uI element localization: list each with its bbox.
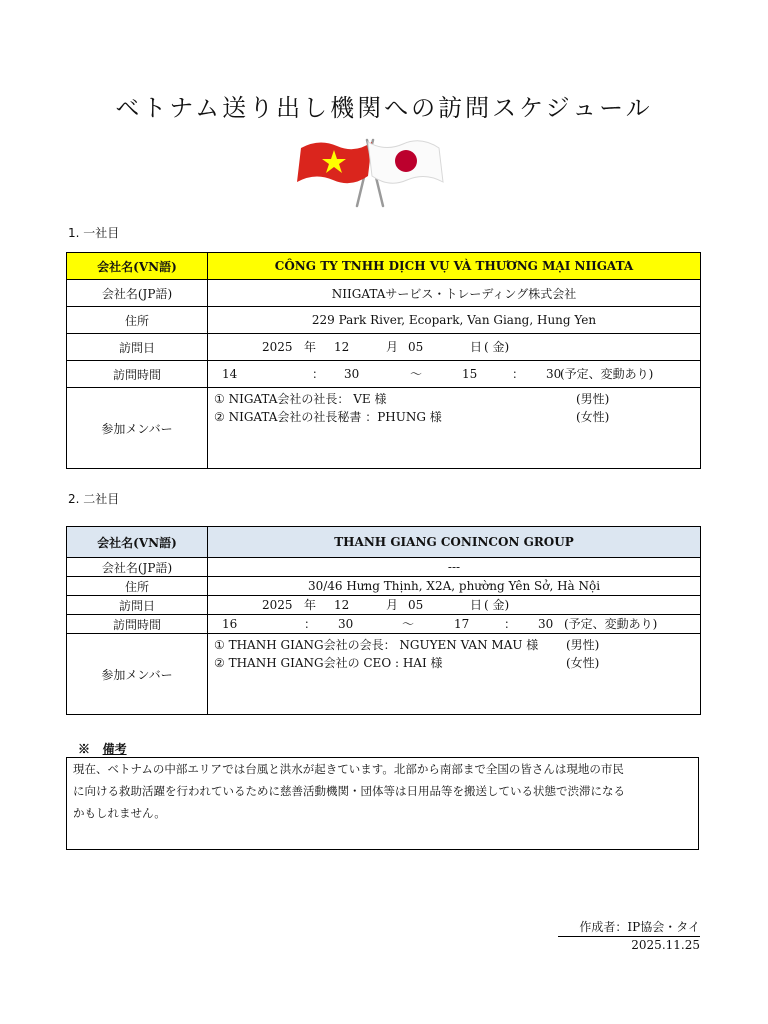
time-note: (予定、変動あり) [564, 617, 658, 631]
date-month-unit: 月 [386, 598, 399, 612]
table-row [67, 388, 701, 469]
time-start-hour: 14 [222, 367, 238, 381]
company-jp-name: NIIGATAサービス・トレーディング株式会社 [208, 280, 701, 307]
visit-time-value [208, 615, 701, 634]
date-day-unit: 日 [470, 340, 483, 354]
visit-date-value [208, 334, 701, 361]
member-gender: (女性) [566, 656, 600, 670]
date-year: 2025 [262, 598, 293, 612]
date-day: 05 [408, 598, 424, 612]
time-colon: ： [504, 617, 517, 631]
company-vn-label: 会社名(VN語) [67, 253, 208, 280]
document-date: 2025.11.25 [631, 938, 700, 952]
date-day: 05 [408, 340, 424, 354]
time-start-minute: 30 [344, 367, 360, 381]
date-year-unit: 年 [304, 340, 317, 354]
time-end-minute: 30 [538, 617, 554, 631]
note-mark: ※ [78, 742, 91, 756]
section-2-label: 2. 二社目 [68, 492, 120, 506]
members-label: 参加メンバー [67, 388, 208, 469]
table-row [67, 361, 701, 388]
address-label: 住所 [67, 307, 208, 334]
table-row [67, 634, 701, 715]
time-colon: ： [512, 367, 525, 381]
date-weekday: ( 金) [484, 340, 510, 354]
date-month-unit: 月 [386, 340, 399, 354]
time-colon: ： [304, 617, 317, 631]
time-note: (予定、変動あり) [560, 367, 654, 381]
members-list [208, 634, 701, 715]
table-row [67, 558, 701, 577]
address-value: 229 Park River, Ecopark, Van Giang, Hung Yen [208, 307, 701, 334]
member-gender: (男性) [576, 392, 610, 406]
time-tilde: ～ [410, 367, 423, 381]
visit-date-value [208, 596, 701, 615]
time-start-minute: 30 [338, 617, 354, 631]
company-jp-name: --- [208, 558, 701, 577]
time-end-hour: 17 [454, 617, 470, 631]
visit-time-value [208, 361, 701, 388]
address-label: 住所 [67, 577, 208, 596]
page-title: ベトナム送り出し機関への訪問スケジュール [115, 94, 653, 122]
note-line: 現在、ベトナムの中部エリアでは台風と洪水が起きています。北部から南部まで全国の皆さんは現地の市民 [73, 762, 624, 776]
visit-time-label: 訪問時間 [67, 361, 208, 388]
member-gender: (男性) [566, 638, 600, 652]
section-1-label: 1. 一社目 [68, 226, 120, 240]
table-row [67, 307, 701, 334]
visit-date-label: 訪問日 [67, 596, 208, 615]
date-weekday: ( 金) [484, 598, 510, 612]
company-vn-name: THANH GIANG CONINCON GROUP [208, 527, 701, 558]
visit-time-label: 訪問時間 [67, 615, 208, 634]
table-row [67, 615, 701, 634]
company-vn-label: 会社名(VN語) [67, 527, 208, 558]
time-end-hour: 15 [462, 367, 478, 381]
date-year-unit: 年 [304, 598, 317, 612]
members-label: 参加メンバー [67, 634, 208, 715]
vietnam-flag [297, 140, 373, 206]
member-gender: (女性) [576, 410, 610, 424]
company-vn-name: CÔNG TY TNHH DỊCH VỤ VÀ THƯƠNG MẠI NIIGATA [208, 253, 701, 280]
flags-illustration [295, 128, 445, 210]
date-year: 2025 [262, 340, 293, 354]
company-jp-label: 会社名(JP語) [67, 280, 208, 307]
time-end-minute: 30 [546, 367, 562, 381]
table-row [67, 577, 701, 596]
note-title: 備考 [102, 742, 127, 756]
table-row [67, 527, 701, 558]
address-value: 30/46 Hưng Thịnh, X2A, phường Yên Sở, Hà Nội [208, 577, 701, 596]
member-row: ① THANH GIANG会社の会長： NGUYEN VAN MAU 様 (男性) [214, 638, 600, 652]
member-row: ② THANH GIANG会社の CEO : HAI 様 (女性) [214, 656, 600, 670]
visit-date-label: 訪問日 [67, 334, 208, 361]
date-day-unit: 日 [470, 598, 483, 612]
member-row: ① NIGATA会社の社長： VE 様 (男性) [214, 392, 610, 406]
member-row: ② NIGATA会社の社長秘書 ：PHUNG 様 (女性) [214, 410, 610, 424]
author-label: 作成者：IP協会・タイ [558, 918, 700, 937]
company-jp-label: 会社名(JP語) [67, 558, 208, 577]
table-row [67, 596, 701, 615]
time-start-hour: 16 [222, 617, 238, 631]
table-row [67, 334, 701, 361]
time-colon: ： [312, 367, 325, 381]
note-box [66, 757, 699, 850]
table-row [67, 253, 701, 280]
note-line: に向ける救助活躍を行われているために慈善活動機関・団体等は日用品等を搬送している状態で渋滞になる [73, 784, 625, 798]
japan-flag [367, 140, 443, 206]
date-month: 12 [334, 598, 350, 612]
note-line: かもしれません。 [73, 806, 166, 820]
time-tilde: ～ [402, 617, 415, 631]
company-2-table [66, 526, 701, 715]
note-heading [78, 740, 127, 757]
members-list [208, 388, 701, 469]
company-1-table [66, 252, 701, 469]
table-row [67, 280, 701, 307]
date-month: 12 [334, 340, 350, 354]
